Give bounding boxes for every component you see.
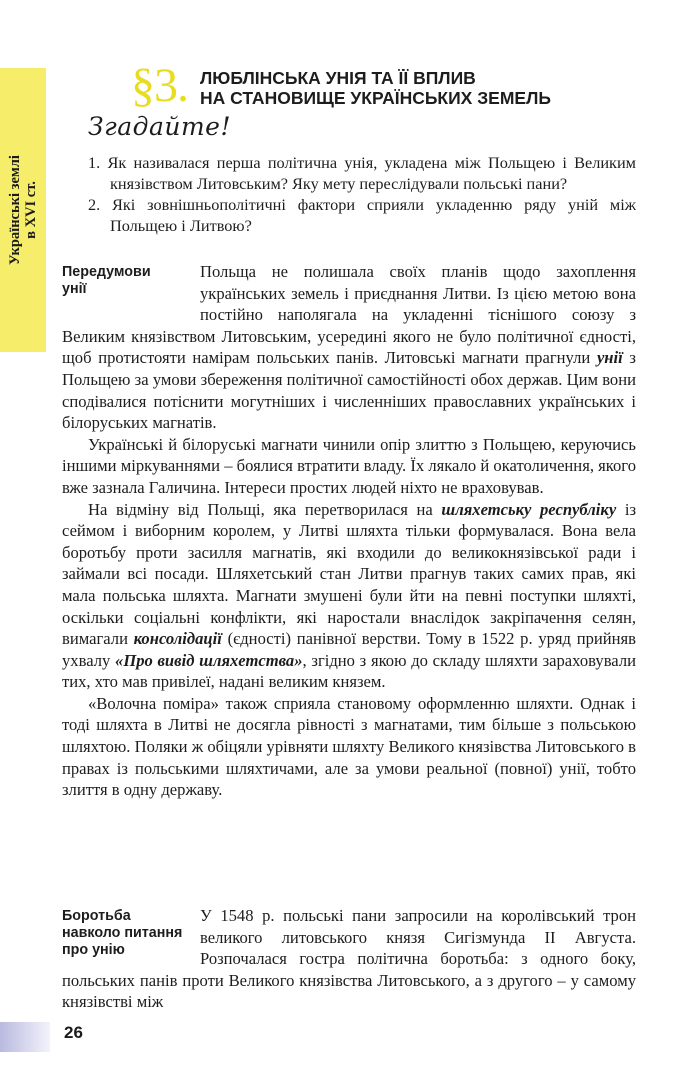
section-number: §3. xyxy=(131,59,188,112)
margin-label-line: про унію xyxy=(62,942,125,958)
text-run: (єдності) панівної верстви. Тому в 1522 р. уряд прийняв ухвалу xyxy=(62,629,636,670)
chapter-side-tab-label xyxy=(7,155,39,265)
footer-color-bar xyxy=(0,1022,50,1052)
margin-spacer xyxy=(62,261,200,323)
paragraph: Українські й білоруські магнати чинили опір злиттю з Польщею, керуючись іншими міркуваннями – боялися втратити владу. Їх лякало й окатоличення, якого вже зазнала Галичина. Інтереси простих людей ніхто не враховував. xyxy=(62,434,636,497)
section-title xyxy=(200,68,551,108)
paragraph: «Волочна поміра» також сприяла становому оформленню шляхти. Однак і тоді шляхта в Литві не досягла рівності з магнатами, тим більше з польською шляхтою. Поляки ж обіцяли урівняти шляхту Великого князівства Литовського в правах із польськими шляхтичами, але за умови реальної (повної) унії, тобто злиття в одну державу. xyxy=(62,693,636,800)
margin-spacer xyxy=(62,905,200,967)
section-title-line-1: ЛЮБЛІНСЬКА УНІЯ ТА ЇЇ ВПЛИВ xyxy=(200,68,476,88)
margin-label-line: унії xyxy=(62,281,87,297)
margin-label-line: навколо питання xyxy=(62,925,183,941)
term-gentry-republic: шляхетську республіку xyxy=(441,499,617,519)
term-gentry-decree: «Про вивід шляхетства» xyxy=(115,650,303,670)
paragraph: У 1548 р. польські пани запросили на королівський трон великого литовського князя Сигізмунда II Августа. Розпочалася гостра політична боротьба: з одного боку, польських панів проти Великого князівства Литовського, а з другого – у самому князівстві між xyxy=(62,906,636,1012)
remember-heading: Згадайте! xyxy=(88,112,232,141)
section-title-line-2: НА СТАНОВИЩЕ УКРАЇНСЬКИХ ЗЕМЕЛЬ xyxy=(200,88,551,108)
text-run: Польща не полишала своїх планів щодо захоплення українських земель і приєднання Литви. Із цією метою вона постійно наполягала на укладенні тіснішого союзу з Великим князівством Литовським, усередині якого не було політичної єдності, щоб протистояти намірам польських панів. Литовські магнати прагнули xyxy=(62,262,636,368)
text-run: На відміну від Польщі, яка перетворилася на xyxy=(88,499,442,519)
term-union: унії xyxy=(596,348,623,368)
text-run: , згідно з якою до складу шляхти зараховували тих, хто мав привілеї, надані великим князем. xyxy=(62,650,636,692)
margin-label-line: Передумови xyxy=(62,264,151,280)
term-consolidation: консолідації xyxy=(133,629,222,649)
question-item: 1. Як називалася перша політична унія, укладена між Польщею і Великим князівством Литовським? Яку мету переслідували польські пани? xyxy=(88,153,636,193)
section-struggle-text xyxy=(62,905,636,1013)
paragraph xyxy=(62,499,636,693)
section-prerequisites-text xyxy=(62,261,636,801)
side-tab-line-1: Українські землі xyxy=(7,155,23,265)
text-run: з Польщею за умови збереження політичної самостійності обох держав. Цим вони сподівалися потіснити могутніших і численніших православних українських і білоруських магнатів. xyxy=(62,348,636,433)
margin-label-line: Боротьба xyxy=(62,908,131,924)
text-run: із сеймом і виборним королем, у Литві шляхта тільки формувалася. Вона вела боротьбу проти засилля магнатів, які входили до великокнязівської ради і займали всі посади. Шляхетський стан Литви прагнув таких самих прав, які мала польська шляхта. Магнати змушені були йти на певні поступки шляхті, оскільки соціальні конфлікти, які наростали внаслідок закріпачення селян, вимагали xyxy=(62,499,636,649)
side-tab-line-2: в XVI ст. xyxy=(23,181,39,239)
page-number: 26 xyxy=(64,1023,83,1042)
question-item: 2. Які зовнішньополітичні фактори сприяли укладенню ряду уній між Польщею і Литвою? xyxy=(88,195,636,235)
remember-questions xyxy=(88,152,636,236)
